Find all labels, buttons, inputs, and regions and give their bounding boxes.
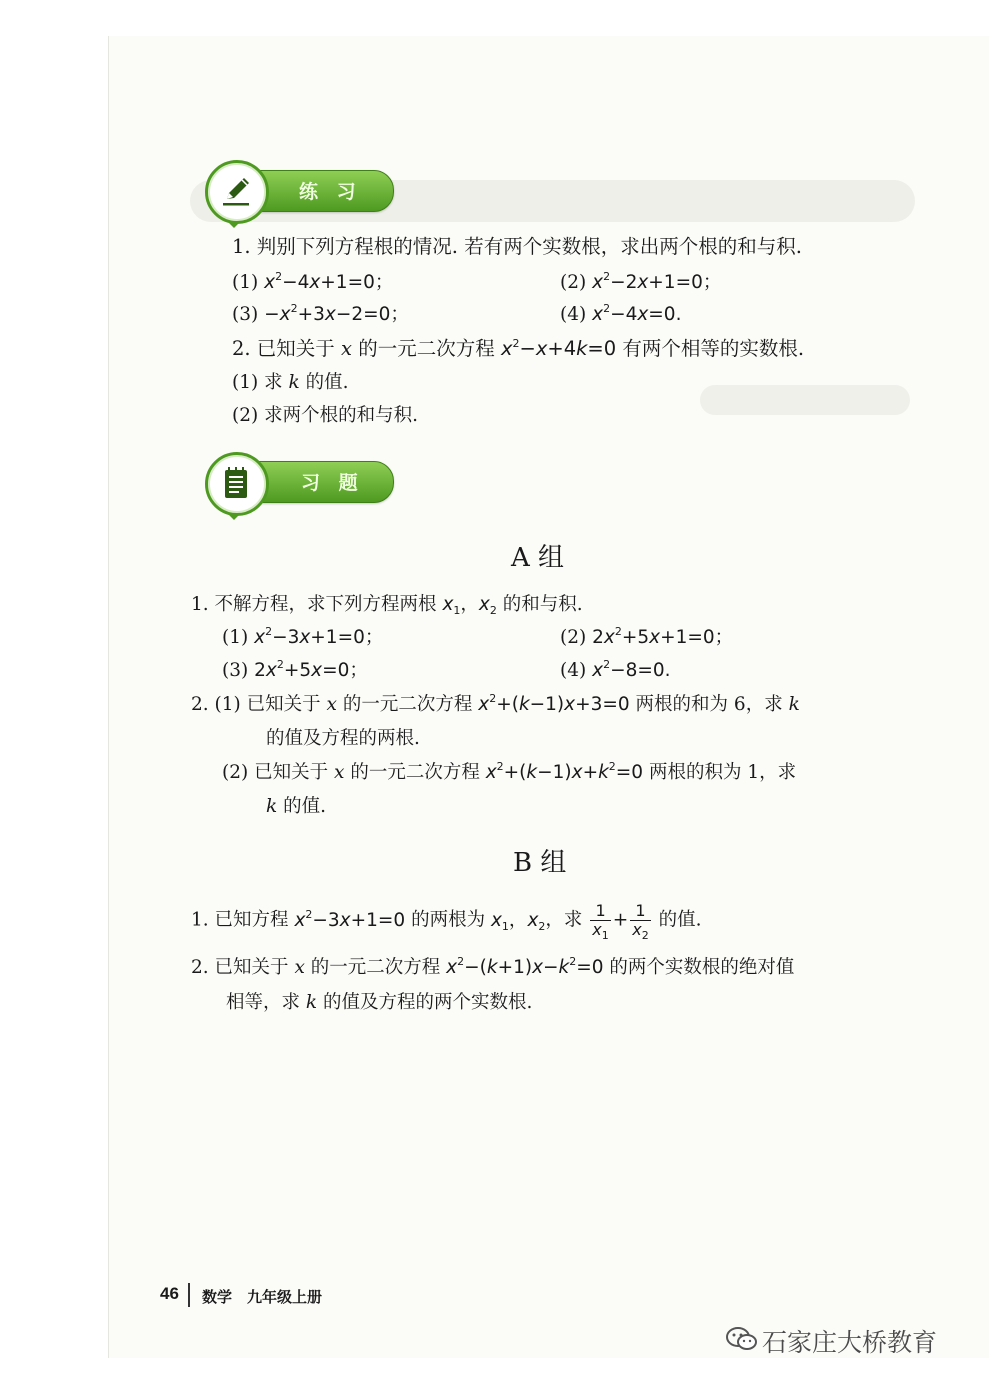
practice-q2-text: 2. 已知关于 x 的一元二次方程 $x^2-x+4k=0$ 有两个相等的实数根.	[232, 337, 805, 360]
page-number: 46	[160, 1284, 179, 1303]
b2-line2: 相等，求 k 的值及方程的两个实数根.	[226, 992, 533, 1013]
item-number: (3)	[222, 660, 249, 681]
footer-divider	[188, 1283, 190, 1307]
group-a-heading: A 组	[511, 543, 565, 573]
a2-sub1-prefix: (1) 已知关于	[214, 694, 321, 715]
q2-mid: 的一元二次方程	[358, 337, 495, 360]
a1-prefix: 1. 不解方程，求下列方程两根	[191, 594, 437, 615]
practice-q2-sub1: (1) 求 k 的值.	[232, 372, 349, 393]
a1-suffix: 的和与积.	[502, 594, 583, 615]
b2-prefix: 2. 已知关于	[191, 957, 289, 978]
b1-end: 的值.	[658, 909, 702, 931]
group-b-heading: B 组	[513, 848, 567, 878]
item-number: (2)	[560, 272, 587, 293]
a2-number: 2.	[191, 694, 209, 715]
b1-text: 1. 已知方程 $x^2-3x+1=0$ 的两根为 $x_1$，$x_2$，求 $\frac{1}{x_1}$ + $\frac{1}{x_2}$ 的值.	[191, 901, 702, 942]
q2-prefix: 2. 已知关于	[232, 337, 335, 360]
practice-q1-item4: (4) $x^2-4x=0$.	[560, 302, 682, 325]
b1-prefix: 1. 已知方程	[191, 909, 289, 931]
q2-sub1-label: (1) 求	[232, 372, 283, 393]
q2-sub1-end: 的值.	[305, 372, 349, 393]
a1-item4: (4) $x^2-8=0$.	[560, 658, 671, 681]
practice-label: 练 习	[299, 181, 362, 203]
a1-item2: (2) $2x^2+5x+1=0$；	[560, 625, 734, 648]
pencil-badge-arrow	[227, 221, 241, 228]
a2-sub2-end: 两根的积为 1，求	[648, 762, 797, 783]
a2-sub1-line2: 的值及方程的两根.	[266, 728, 420, 749]
a2-sub2-mid: 的一元二次方程	[350, 762, 480, 783]
a2-sub2: (2) 已知关于 x 的一元二次方程 $x^2+(k-1)x+k^2=0$ 两根的积为 1，求	[222, 760, 797, 783]
exercises-label: 习 题	[301, 472, 364, 494]
b2-line2-prefix: 相等，求	[226, 992, 301, 1013]
practice-q2-sub2: (2) 求两个根的和与积.	[232, 405, 418, 426]
practice-q1-item1: (1) $x^2-4x+1=0$；	[232, 270, 394, 293]
item-number: (1)	[222, 627, 249, 648]
practice-q1-text: 1. 判别下列方程根的情况. 若有两个实数根，求出两个根的和与积.	[232, 235, 802, 258]
notebook-badge-arrow	[227, 513, 241, 520]
book-title: 数学 九年级上册	[202, 1288, 323, 1306]
b1-mid: 的两根为	[411, 909, 486, 931]
q2-suffix: 有两个相等的实数根.	[622, 337, 805, 360]
b2-line2-end: 的值及方程的两个实数根.	[323, 992, 533, 1013]
practice-q1-item2: (2) $x^2-2x+1=0$；	[560, 270, 722, 293]
pencil-badge	[205, 160, 269, 224]
practice-q1-item3: $(3) -x^2+3x-2=0$；	[232, 302, 409, 325]
item-number: (2)	[560, 627, 587, 648]
item-number: (4)	[560, 660, 587, 681]
item-number: (1)	[232, 272, 259, 293]
notebook-badge	[205, 452, 269, 516]
a1-item3: (3) $2x^2+5x=0$；	[222, 658, 368, 681]
a2-sub2-line2-text: 的值.	[283, 796, 326, 817]
show-through-banner-small	[700, 385, 910, 415]
notebook-icon	[217, 464, 257, 504]
a2-sub1-end: 两根的和为 6，求	[635, 694, 783, 715]
pencil-icon	[217, 172, 257, 212]
a2-sub2-prefix: (2) 已知关于	[222, 762, 329, 783]
item-number: (3)	[232, 304, 259, 325]
a1-item1: (1) $x^2-3x+1=0$；	[222, 625, 384, 648]
watermark-text: 石家庄大桥教育	[762, 1328, 938, 1357]
a2-sub1: 2. (1) 已知关于 x 的一元二次方程 $x^2+(k-1)x+3=0$ 两根的和为 6，求 k	[191, 692, 800, 715]
a2-sub2-line2: k 的值.	[266, 796, 326, 817]
wechat-icon	[726, 1326, 758, 1352]
b2-mid: 的一元二次方程	[310, 957, 441, 978]
item-number: (4)	[560, 304, 587, 325]
b2-text: 2. 已知关于 x 的一元二次方程 $x^2-(k+1)x-k^2=0$ 的两个实数根的绝对值	[191, 955, 795, 978]
b2-end: 的两个实数根的绝对值	[609, 957, 795, 978]
b1-mid2: ，求	[545, 909, 583, 931]
a2-sub1-mid: 的一元二次方程	[342, 694, 473, 715]
a1-text: 1. 不解方程，求下列方程两根 $x_1$，$x_2$ 的和与积.	[191, 594, 583, 617]
